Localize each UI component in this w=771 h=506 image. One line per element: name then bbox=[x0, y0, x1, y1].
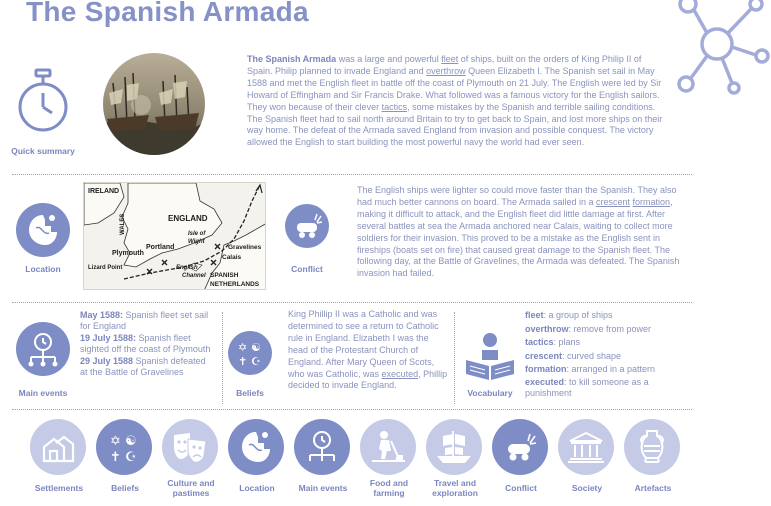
conflict-label: Conflict bbox=[291, 264, 323, 274]
vocab-definition: punishment bbox=[525, 387, 572, 398]
event-item bbox=[80, 333, 214, 355]
armada-painting-image bbox=[103, 53, 205, 155]
map-label-portland: Portland bbox=[146, 244, 175, 251]
nav-label-line2: pastimes bbox=[172, 488, 210, 498]
conflict-text bbox=[357, 185, 691, 280]
svg-text:☯: ☯ bbox=[251, 341, 261, 354]
nav-label bbox=[162, 478, 220, 498]
svg-text:☯: ☯ bbox=[125, 434, 137, 449]
svg-text:✡: ✡ bbox=[110, 434, 121, 449]
nav-label bbox=[426, 478, 484, 498]
nav-label bbox=[294, 483, 352, 493]
nav-label-line1: Artefacts bbox=[634, 483, 672, 493]
summary-term: The Spanish Armada bbox=[247, 54, 337, 64]
vocab-term: crescent bbox=[525, 350, 563, 361]
location-label: Location bbox=[25, 264, 61, 274]
vase-icon bbox=[634, 428, 670, 466]
map-label-channel: Channel bbox=[182, 273, 206, 279]
beliefs-text bbox=[288, 309, 448, 392]
vocab-term: formation bbox=[525, 364, 567, 375]
events-list bbox=[80, 310, 214, 378]
cannon-icon bbox=[502, 429, 538, 465]
stopwatch-icon bbox=[16, 67, 70, 137]
nav-item-culture-pastimes[interactable] bbox=[162, 419, 220, 498]
vocab-term: tactics bbox=[525, 337, 554, 348]
conflict-text-part: The English ships were lighter so could move faster than the Spanish. They also had much better cannons on board. The Armada sailed in a bbox=[357, 185, 677, 207]
nav-circle[interactable] bbox=[162, 419, 218, 475]
nav-label bbox=[624, 483, 682, 493]
vocab-definition: : curved shape bbox=[562, 350, 622, 361]
nav-label-line1: Society bbox=[571, 483, 603, 493]
armada-route-map bbox=[83, 182, 266, 290]
svg-text:☪: ☪ bbox=[251, 355, 261, 368]
nav-item-society[interactable] bbox=[558, 419, 616, 493]
map-label-english: English bbox=[176, 265, 198, 271]
summary-text-part: , some mistakes by the Spanish and terrible sailing conditions. The Spanish fleet had to sail north around Britain to try to get back to Spain, and lost more ships on their way home. The defeat of the Armada saved England from invasion and possible conquest. The victory allowed the English to start building the most powerful navy the world had ever seen. bbox=[247, 101, 663, 148]
vocab-definition: : a group of ships bbox=[543, 310, 613, 320]
map-label-plymouth: Plymouth bbox=[112, 250, 144, 257]
timeline-icon bbox=[302, 427, 342, 467]
nav-circle[interactable] bbox=[360, 419, 416, 475]
conflict-section-icon bbox=[285, 204, 329, 248]
map-label-lizard-point: Lizard Point bbox=[88, 265, 123, 271]
nav-circle[interactable] bbox=[96, 419, 152, 475]
conflict-link-crescent[interactable]: crescent bbox=[596, 196, 631, 207]
event-item bbox=[80, 310, 214, 332]
nav-item-travel-exploration[interactable] bbox=[426, 419, 484, 498]
conflict-text-part: , making it difficult to attack, and the English fleet did little damage at first. After several battles at sea the Armada anchored near Calais, waiting to collect more soldiers for their invasion. This proved to be a mistake as the English sent in fireships (boats set on fire) that caused great damage to the Spanish fleet. The following day, at the Battle of Gravelines, the Armada was defeated. The Spanish invasion had failed. bbox=[357, 196, 680, 279]
nav-label-line2: exploration bbox=[432, 488, 478, 498]
nav-item-food-farming[interactable] bbox=[360, 419, 418, 498]
timeline-icon bbox=[23, 329, 63, 369]
nav-circle[interactable] bbox=[426, 419, 482, 475]
nav-label-line2: farming bbox=[373, 488, 405, 498]
nav-circle[interactable] bbox=[30, 419, 86, 475]
location-icon bbox=[236, 427, 276, 467]
theatre-masks-icon bbox=[171, 429, 209, 465]
summary-link-tactics[interactable]: tactics bbox=[381, 101, 408, 112]
main-events-label: Main events bbox=[18, 388, 68, 398]
nav-circle[interactable] bbox=[294, 419, 350, 475]
beliefs-text-part: , Phillip decided to invade England. bbox=[288, 368, 448, 391]
vocab-term: overthrow bbox=[525, 323, 569, 334]
vocab-item bbox=[525, 336, 655, 350]
svg-text:✝: ✝ bbox=[110, 450, 121, 465]
nav-circle[interactable] bbox=[624, 419, 680, 475]
nav-label-line1: Beliefs bbox=[111, 483, 139, 493]
summary-text-part: Queen Elizabeth I. The Spanish set sail in May 1588 and met the English fleet in battle off the coast of Plymouth on 21 July. The English were led by Sir Howard of Effingham and Sir Francis Drake. What followed was a famous victory for the English sailors. They won because of their clever bbox=[247, 65, 662, 112]
vocab-item bbox=[525, 309, 655, 323]
nav-label bbox=[360, 478, 418, 498]
nav-label-line1: Main events bbox=[298, 483, 348, 493]
beliefs-icon bbox=[106, 429, 142, 465]
cannon-icon bbox=[291, 210, 323, 242]
beliefs-label: Beliefs bbox=[236, 388, 264, 398]
divider bbox=[12, 174, 692, 175]
nav-label-line1: Conflict bbox=[505, 483, 537, 493]
beliefs-section-icon bbox=[228, 331, 272, 375]
event-text: Spanish defeated at the Battle of Gravelines bbox=[80, 356, 206, 377]
divider bbox=[12, 409, 692, 410]
nav-label bbox=[558, 483, 616, 493]
location-icon bbox=[23, 210, 63, 250]
nav-circle[interactable] bbox=[558, 419, 614, 475]
event-item bbox=[80, 356, 214, 378]
society-icon bbox=[567, 429, 605, 465]
map-label-spanish: SPANISH bbox=[210, 272, 239, 279]
vocab-item bbox=[525, 323, 655, 337]
vocabulary-list bbox=[525, 309, 655, 399]
event-date: 19 July 1588: bbox=[80, 333, 137, 343]
vocab-term: fleet bbox=[525, 310, 544, 320]
network-icon bbox=[676, 0, 771, 100]
nav-item-artefacts[interactable] bbox=[624, 419, 682, 493]
map-label-isle-of-wight: Isle of bbox=[188, 231, 206, 237]
summary-text-part: was a large and powerful bbox=[336, 54, 442, 64]
farming-icon bbox=[369, 429, 407, 465]
vocab-definition: : remove from power bbox=[568, 323, 652, 334]
ship-icon bbox=[435, 428, 473, 466]
event-text: Spanish fleet sighted off the coast of Plymouth bbox=[80, 333, 211, 354]
vocabulary-label: Vocabulary bbox=[467, 388, 513, 398]
svg-text:✡: ✡ bbox=[238, 341, 248, 354]
map-graphic bbox=[84, 183, 266, 290]
map-label-wales: WALES bbox=[120, 213, 126, 235]
location-section-icon bbox=[16, 203, 70, 257]
event-date: 29 July 1588 bbox=[80, 356, 134, 366]
divider bbox=[12, 302, 692, 303]
nav-item-conflict[interactable] bbox=[492, 419, 550, 493]
beliefs-icon bbox=[234, 337, 266, 369]
vocab-term: executed bbox=[525, 376, 565, 387]
column-divider bbox=[454, 312, 455, 404]
vocab-definition: : plans bbox=[553, 337, 581, 348]
map-label-wight: Wight bbox=[188, 239, 205, 245]
quick-summary-label: Quick summary bbox=[11, 146, 75, 156]
nav-label-line1: Culture and bbox=[167, 478, 215, 488]
vocab-item bbox=[525, 377, 655, 388]
nav-circle[interactable] bbox=[492, 419, 548, 475]
svg-text:✝: ✝ bbox=[238, 355, 248, 368]
map-label-ireland: IRELAND bbox=[88, 188, 120, 195]
nav-label bbox=[96, 483, 154, 493]
svg-text:☪: ☪ bbox=[125, 450, 137, 465]
conflict-link-formation[interactable]: formation bbox=[632, 196, 671, 207]
nav-item-beliefs[interactable] bbox=[96, 419, 154, 493]
book-reader-icon bbox=[462, 330, 518, 380]
map-label-calais: Calais bbox=[222, 254, 242, 261]
nav-circle[interactable] bbox=[228, 419, 284, 475]
vocab-item bbox=[525, 350, 655, 364]
summary-link-overthrow[interactable]: overthrow bbox=[426, 65, 466, 76]
nav-label bbox=[228, 483, 286, 493]
vocab-definition: : arranged in a pattern bbox=[566, 364, 656, 375]
summary-text-part: of ships, built on the orders of King Philip II of Spain. Philip planned to invade England and bbox=[247, 54, 642, 76]
summary-text bbox=[247, 54, 665, 149]
nav-label-line1: Food and bbox=[369, 478, 409, 488]
nav-label-line1: Settlements bbox=[34, 483, 84, 493]
nav-item-settlements[interactable] bbox=[30, 419, 88, 493]
nav-label bbox=[492, 483, 550, 493]
vocab-definition: : to kill someone as a bbox=[564, 376, 649, 387]
topic-navigation bbox=[30, 419, 690, 503]
map-label-netherlands: NETHERLANDS bbox=[210, 281, 260, 288]
event-date: May 1588: bbox=[80, 310, 124, 320]
map-label-gravelines: Gravelines bbox=[228, 244, 262, 251]
page-title: The Spanish Armada bbox=[26, 0, 309, 27]
beliefs-text-part: King Phillip II was a Catholic and was determined to see a return to Catholic rule in England. Elizabeth I was the head of the Protestant Church of England. After Mary Queen of Scots, who was Catholic, was bbox=[288, 309, 439, 379]
beliefs-link-executed[interactable]: executed bbox=[381, 368, 419, 379]
event-text: Spanish fleet set sail for England bbox=[80, 310, 209, 331]
nav-item-location[interactable] bbox=[228, 419, 286, 493]
nav-label-line1: Travel and bbox=[433, 478, 477, 488]
settlements-icon bbox=[40, 429, 76, 465]
map-label-england: ENGLAND bbox=[168, 214, 208, 223]
vocab-item bbox=[525, 388, 655, 399]
summary-link-fleet[interactable]: fleet bbox=[441, 54, 459, 64]
nav-item-main-events[interactable] bbox=[294, 419, 352, 493]
vocab-item bbox=[525, 363, 655, 377]
nav-label bbox=[30, 483, 88, 493]
nav-label-line1: Location bbox=[239, 483, 275, 493]
main-events-section-icon bbox=[16, 322, 70, 376]
